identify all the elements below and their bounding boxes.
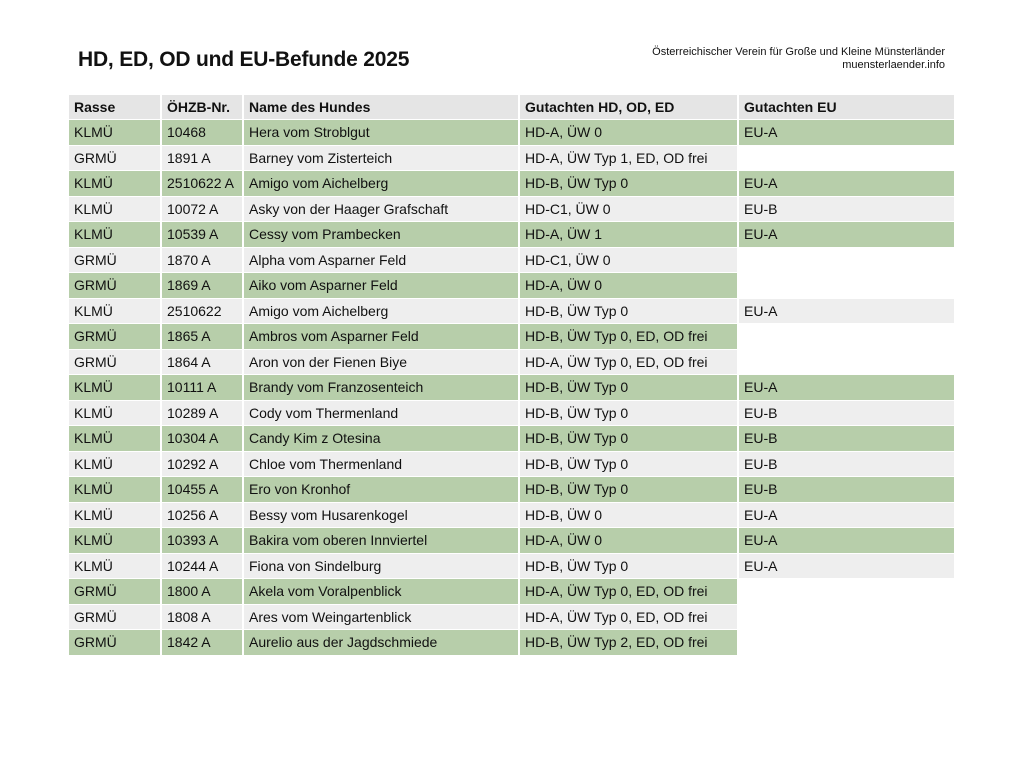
- cell-rasse: GRMÜ: [69, 273, 161, 299]
- cell-gutachten-eu: EU-B: [738, 400, 955, 426]
- table-row: [69, 222, 955, 248]
- table-header-row: [69, 95, 955, 120]
- cell-gutachten-hd: HD-B, ÜW 0: [519, 502, 738, 528]
- cell-name: Cessy vom Prambecken: [243, 222, 519, 248]
- cell-gutachten-eu: EU-B: [738, 451, 955, 477]
- cell-gutachten-hd: HD-C1, ÜW 0: [519, 196, 738, 222]
- cell-rasse: KLMÜ: [69, 528, 161, 554]
- cell-oehzb-nr: 10256 A: [161, 502, 243, 528]
- table-row: [69, 477, 955, 503]
- table-row: [69, 196, 955, 222]
- findings-table: [69, 95, 956, 656]
- cell-gutachten-eu: [738, 349, 955, 375]
- cell-oehzb-nr: 10539 A: [161, 222, 243, 248]
- cell-oehzb-nr: 10111 A: [161, 375, 243, 401]
- table-row: [69, 324, 955, 350]
- cell-rasse: KLMÜ: [69, 196, 161, 222]
- cell-oehzb-nr: 10292 A: [161, 451, 243, 477]
- cell-oehzb-nr: 1864 A: [161, 349, 243, 375]
- cell-rasse: KLMÜ: [69, 553, 161, 579]
- cell-rasse: GRMÜ: [69, 324, 161, 350]
- cell-gutachten-hd: HD-A, ÜW Typ 0, ED, OD frei: [519, 579, 738, 605]
- cell-rasse: KLMÜ: [69, 120, 161, 146]
- cell-name: Bakira vom oberen Innviertel: [243, 528, 519, 554]
- table-row: [69, 375, 955, 401]
- table-row: [69, 120, 955, 146]
- cell-gutachten-hd: HD-B, ÜW Typ 0: [519, 451, 738, 477]
- cell-gutachten-hd: HD-C1, ÜW 0: [519, 247, 738, 273]
- cell-name: Amigo vom Aichelberg: [243, 171, 519, 197]
- header-gutachten-hd: Gutachten HD, OD, ED: [519, 95, 738, 120]
- cell-gutachten-eu: EU-A: [738, 298, 955, 324]
- organization-website: muensterlaender.info: [842, 59, 945, 71]
- cell-name: Akela vom Voralpenblick: [243, 579, 519, 605]
- table-body: [69, 120, 955, 656]
- cell-name: Aurelio aus der Jagdschmiede: [243, 630, 519, 656]
- cell-oehzb-nr: 1865 A: [161, 324, 243, 350]
- cell-gutachten-eu: [738, 579, 955, 605]
- cell-gutachten-eu: [738, 324, 955, 350]
- cell-gutachten-hd: HD-A, ÜW Typ 1, ED, OD frei: [519, 145, 738, 171]
- cell-gutachten-eu: EU-A: [738, 120, 955, 146]
- cell-oehzb-nr: 10455 A: [161, 477, 243, 503]
- cell-name: Asky von der Haager Grafschaft: [243, 196, 519, 222]
- organization-info: [652, 46, 945, 72]
- cell-gutachten-hd: HD-A, ÜW 0: [519, 273, 738, 299]
- cell-oehzb-nr: 1808 A: [161, 604, 243, 630]
- cell-name: Cody vom Thermenland: [243, 400, 519, 426]
- cell-oehzb-nr: 2510622 A: [161, 171, 243, 197]
- cell-gutachten-eu: EU-A: [738, 553, 955, 579]
- cell-oehzb-nr: 1800 A: [161, 579, 243, 605]
- table-row: [69, 171, 955, 197]
- cell-name: Ares vom Weingartenblick: [243, 604, 519, 630]
- cell-rasse: KLMÜ: [69, 502, 161, 528]
- cell-rasse: GRMÜ: [69, 604, 161, 630]
- organization-name: Österreichischer Verein für Große und Kleine Münsterländer: [652, 46, 945, 58]
- cell-rasse: GRMÜ: [69, 247, 161, 273]
- cell-rasse: KLMÜ: [69, 375, 161, 401]
- cell-oehzb-nr: 1842 A: [161, 630, 243, 656]
- table-row: [69, 451, 955, 477]
- cell-oehzb-nr: 1869 A: [161, 273, 243, 299]
- cell-oehzb-nr: 10393 A: [161, 528, 243, 554]
- cell-rasse: KLMÜ: [69, 400, 161, 426]
- document-title: HD, ED, OD und EU-Befunde 2025: [78, 48, 410, 71]
- cell-gutachten-eu: EU-B: [738, 426, 955, 452]
- cell-gutachten-hd: HD-B, ÜW Typ 0: [519, 400, 738, 426]
- cell-gutachten-eu: EU-A: [738, 222, 955, 248]
- cell-gutachten-hd: HD-A, ÜW Typ 0, ED, OD frei: [519, 604, 738, 630]
- table-row: [69, 502, 955, 528]
- cell-gutachten-hd: HD-A, ÜW 0: [519, 120, 738, 146]
- cell-gutachten-eu: EU-B: [738, 477, 955, 503]
- cell-gutachten-eu: EU-A: [738, 171, 955, 197]
- cell-oehzb-nr: 2510622: [161, 298, 243, 324]
- cell-gutachten-hd: HD-B, ÜW Typ 2, ED, OD frei: [519, 630, 738, 656]
- cell-gutachten-hd: HD-B, ÜW Typ 0: [519, 298, 738, 324]
- cell-rasse: KLMÜ: [69, 477, 161, 503]
- cell-oehzb-nr: 10244 A: [161, 553, 243, 579]
- cell-rasse: KLMÜ: [69, 426, 161, 452]
- cell-rasse: KLMÜ: [69, 222, 161, 248]
- cell-gutachten-hd: HD-B, ÜW Typ 0: [519, 426, 738, 452]
- cell-gutachten-eu: EU-A: [738, 528, 955, 554]
- cell-gutachten-hd: HD-B, ÜW Typ 0: [519, 171, 738, 197]
- cell-name: Hera vom Stroblgut: [243, 120, 519, 146]
- cell-oehzb-nr: 10468: [161, 120, 243, 146]
- cell-gutachten-hd: HD-B, ÜW Typ 0: [519, 375, 738, 401]
- cell-rasse: KLMÜ: [69, 171, 161, 197]
- table-row: [69, 426, 955, 452]
- cell-gutachten-hd: HD-A, ÜW Typ 0, ED, OD frei: [519, 349, 738, 375]
- cell-rasse: GRMÜ: [69, 579, 161, 605]
- cell-gutachten-hd: HD-B, ÜW Typ 0: [519, 477, 738, 503]
- cell-rasse: KLMÜ: [69, 451, 161, 477]
- cell-gutachten-eu: [738, 145, 955, 171]
- cell-rasse: GRMÜ: [69, 349, 161, 375]
- header-oehzb-nr: ÖHZB-Nr.: [161, 95, 243, 120]
- cell-gutachten-eu: [738, 247, 955, 273]
- table-row: [69, 579, 955, 605]
- table-row: [69, 349, 955, 375]
- cell-gutachten-eu: EU-B: [738, 196, 955, 222]
- table-row: [69, 273, 955, 299]
- cell-name: Alpha vom Asparner Feld: [243, 247, 519, 273]
- cell-name: Aron von der Fienen Biye: [243, 349, 519, 375]
- table-row: [69, 630, 955, 656]
- table-row: [69, 604, 955, 630]
- cell-name: Candy Kim z Otesina: [243, 426, 519, 452]
- cell-name: Brandy vom Franzosenteich: [243, 375, 519, 401]
- cell-gutachten-eu: [738, 630, 955, 656]
- cell-name: Chloe vom Thermenland: [243, 451, 519, 477]
- cell-gutachten-eu: [738, 604, 955, 630]
- cell-rasse: GRMÜ: [69, 145, 161, 171]
- cell-rasse: KLMÜ: [69, 298, 161, 324]
- cell-oehzb-nr: 10289 A: [161, 400, 243, 426]
- cell-gutachten-eu: EU-A: [738, 375, 955, 401]
- cell-name: Aiko vom Asparner Feld: [243, 273, 519, 299]
- cell-name: Ambros vom Asparner Feld: [243, 324, 519, 350]
- table-row: [69, 298, 955, 324]
- cell-gutachten-hd: HD-B, ÜW Typ 0: [519, 553, 738, 579]
- cell-name: Ero von Kronhof: [243, 477, 519, 503]
- cell-oehzb-nr: 1870 A: [161, 247, 243, 273]
- cell-gutachten-hd: HD-A, ÜW 1: [519, 222, 738, 248]
- cell-rasse: GRMÜ: [69, 630, 161, 656]
- cell-name: Fiona von Sindelburg: [243, 553, 519, 579]
- table-row: [69, 400, 955, 426]
- cell-name: Barney vom Zisterteich: [243, 145, 519, 171]
- table-row: [69, 247, 955, 273]
- cell-gutachten-eu: [738, 273, 955, 299]
- cell-oehzb-nr: 10304 A: [161, 426, 243, 452]
- cell-oehzb-nr: 10072 A: [161, 196, 243, 222]
- header-rasse: Rasse: [69, 95, 161, 120]
- cell-gutachten-eu: EU-A: [738, 502, 955, 528]
- table-row: [69, 553, 955, 579]
- table-row: [69, 528, 955, 554]
- cell-gutachten-hd: HD-A, ÜW 0: [519, 528, 738, 554]
- header-name: Name des Hundes: [243, 95, 519, 120]
- table-row: [69, 145, 955, 171]
- cell-oehzb-nr: 1891 A: [161, 145, 243, 171]
- cell-name: Bessy vom Husarenkogel: [243, 502, 519, 528]
- header-gutachten-eu: Gutachten EU: [738, 95, 955, 120]
- cell-name: Amigo vom Aichelberg: [243, 298, 519, 324]
- cell-gutachten-hd: HD-B, ÜW Typ 0, ED, OD frei: [519, 324, 738, 350]
